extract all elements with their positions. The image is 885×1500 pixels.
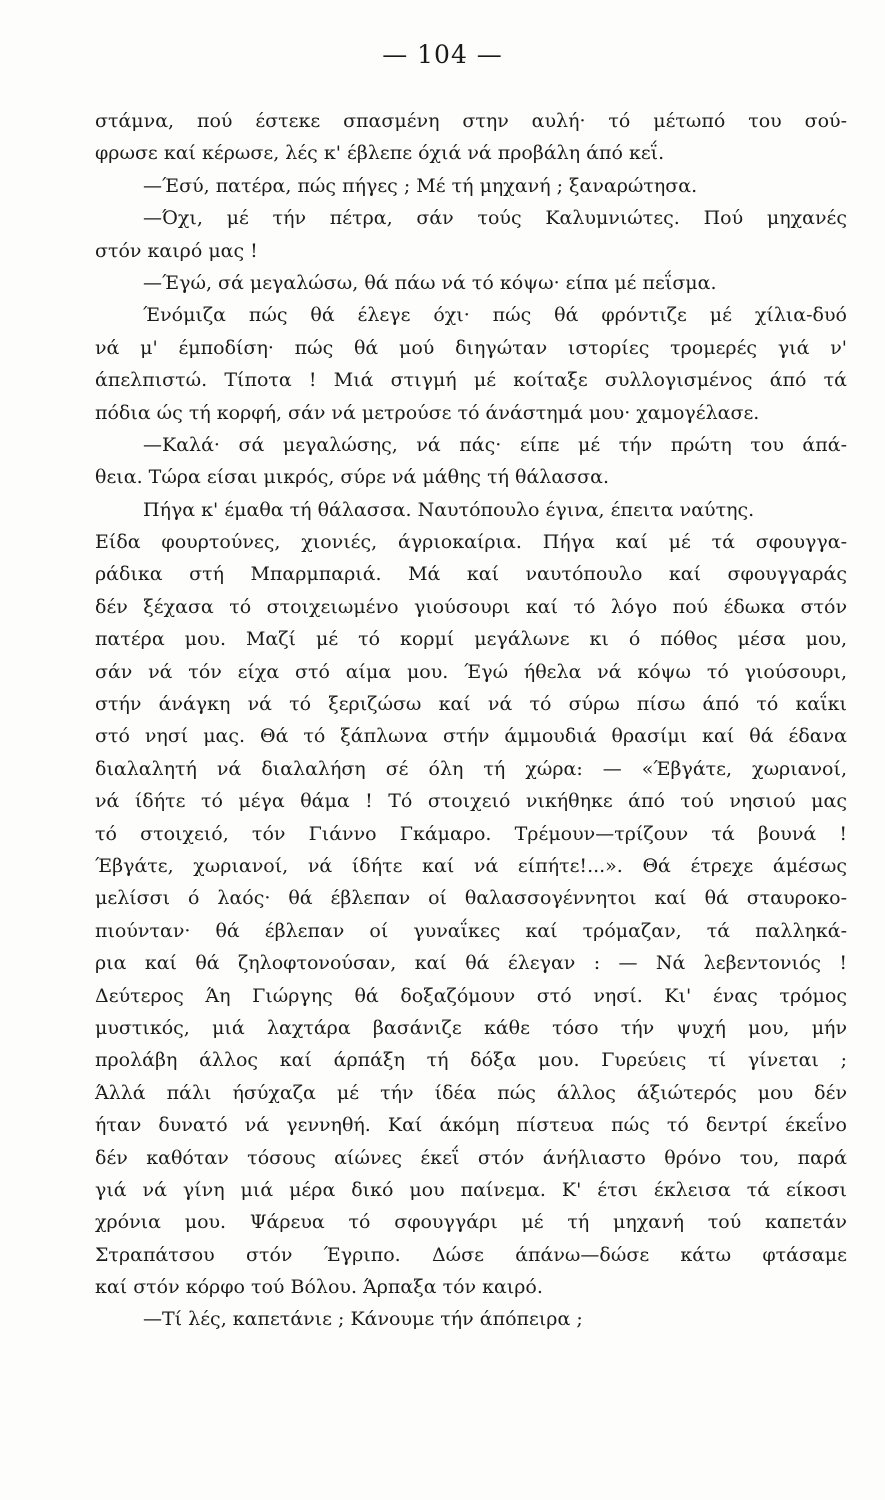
- text-line: φρωσε καί κέρωσε, λές κ' έβλεπε όχιά νά προβάλη άπό κεΐ.: [95, 142, 665, 165]
- text-line: —Καλά· σά μεγαλώσης, νά πάς· είπε μέ τήν πρώτη του άπά-: [143, 433, 847, 456]
- text-line: στήν άνάγκη νά τό ξεριζώσω καί νά τό σύρω πίσω άπό τό καΐκι: [95, 693, 847, 716]
- text-line: τό στοιχειό, τόν Γιάννο Γκάμαρο. Τρέμουν—τρίζουν τά βουνά !: [95, 822, 847, 845]
- text-line: ράδικα στή Μπαρμπαριά. Μά καί ναυτόπουλο καί σφουγγαράς: [95, 563, 847, 586]
- page-number: — 104 —: [382, 40, 503, 69]
- text-line: πατέρα μου. Μαζί μέ τό κορμί μεγάλωνε κι ό πόθος μέσα μου,: [95, 628, 847, 651]
- text-line: Στραπάτσου στόν Έγριπο. Δώσε άπάνω—δώσε κάτω φτάσαμε: [95, 1243, 847, 1266]
- text-line: —Τί λές, καπετάνιε ; Κάνουμε τήν άπόπειρα ;: [143, 1308, 583, 1331]
- text-line: μυστικός, μιά λαχτάρα βασάνιζε κάθε τόσο τήν ψυχή μου, μήν: [95, 1016, 847, 1039]
- text-line: Έβγάτε, χωριανοί, νά ίδήτε καί νά είπήτε!...». Θά έτρεχε άμέσως: [95, 854, 847, 877]
- text-line: Άλλά πάλι ήσύχαζα μέ τήν ίδέα πώς άλλος άξιώτερός μου δέν: [95, 1081, 847, 1104]
- text-line: Είδα φουρτούνες, χιονιές, άγριοκαίρια. Πήγα καί μέ τά σφουγγα-: [95, 531, 847, 554]
- text-line: —Όχι, μέ τήν πέτρα, σάν τούς Καλυμνιώτες. Πού μηχανές: [143, 207, 847, 230]
- text-line: δέν καθόταν τόσους αίώνες έκεΐ στόν άνήλιαστο θρόνο του, παρά: [95, 1146, 847, 1169]
- body-text: [95, 105, 847, 1336]
- text-line: Πήγα κ' έμαθα τή θάλασσα. Ναυτόπουλο έγινα, έπειτα ναύτης.: [143, 498, 755, 521]
- text-line: άπελπιστώ. Τίποτα ! Μιά στιγμή μέ κοίταξε συλλογισμένος άπό τά: [95, 369, 847, 392]
- text-line: Δεύτερος Άη Γιώργης θά δοξαζόμουν στό νησί. Κι' ένας τρόμος: [95, 984, 847, 1007]
- text-line: σάν νά τόν είχα στό αίμα μου. Έγώ ήθελα νά κόψω τό γιούσουρι,: [95, 660, 847, 683]
- text-line: στόν καιρό μας !: [95, 239, 258, 262]
- text-line: —Έγώ, σά μεγαλώσω, θά πάω νά τό κόψω· είπα μέ πεΐσμα.: [143, 271, 717, 294]
- text-line: γιά νά γίνη μιά μέρα δικό μου παίνεμα. Κ' έτσι έκλεισα τά είκοσι: [95, 1178, 847, 1201]
- text-line: στάμνα, πού έστεκε σπασμένη στην αυλή· τό μέτωπό του σού-: [95, 110, 847, 132]
- text-line: δέν ξέχασα τό στοιχειωμένο γιούσουρι καί τό λόγο πού έδωκα στόν: [95, 595, 847, 618]
- text-line: μελίσσι ό λαός· θά έβλεπαν οί θαλασσογέννητοι καί θά σταυροκο-: [95, 887, 847, 910]
- text-line: καί στόν κόρφο τού Βόλου. Άρπαξα τόν καιρό.: [95, 1276, 543, 1299]
- text-line: στό νησί μας. Θά τό ξάπλωνα στήν άμμουδιά θρασίμι καί θά έδανα: [95, 725, 847, 748]
- text-line: ρια καί θά ζηλοφτονούσαν, καί θά έλεγαν : — Νά λεβεντονιός !: [95, 952, 847, 975]
- text-line: νά μ' έμποδίση· πώς θά μού διηγώταν ιστορίες τρομερές γιά ν': [95, 336, 847, 359]
- text-line: ήταν δυνατό νά γεννηθή. Καί άκόμη πίστευα πώς τό δεντρί έκεΐνο: [95, 1114, 847, 1137]
- text-line: θεια. Τώρα είσαι μικρός, σύρε νά μάθης τή θάλασσα.: [95, 466, 609, 489]
- text-line: προλάβη άλλος καί άρπάξη τή δόξα μου. Γυρεύεις τί γίνεται ;: [95, 1049, 847, 1072]
- text-line: νά ίδήτε τό μέγα θάμα ! Τό στοιχειό νικήθηκε άπό τού νησιού μας: [95, 790, 847, 813]
- text-line: Ένόμιζα πώς θά έλεγε όχι· πώς θά φρόντιζε μέ χίλια-δυό: [143, 304, 847, 327]
- text-line: διαλαλητή νά διαλαλήση σέ όλη τή χώρα: — «Έβγάτε, χωριανοί,: [95, 757, 847, 780]
- text-line: χρόνια μου. Ψάρευα τό σφουγγάρι μέ τή μηχανή τού καπετάν: [95, 1211, 847, 1234]
- text-line: πόδια ώς τή κορφή, σάν νά μετρούσε τό άνάστημά μου· χαμογέλασε.: [95, 401, 760, 424]
- text-line: —Έσύ, πατέρα, πώς πήγες ; Μέ τή μηχανή ; ξαναρώτησα.: [143, 174, 698, 197]
- text-line: πιούνταν· θά έβλεπαν οί γυναΐκες καί τρόμαζαν, τά παλληκά-: [95, 919, 847, 942]
